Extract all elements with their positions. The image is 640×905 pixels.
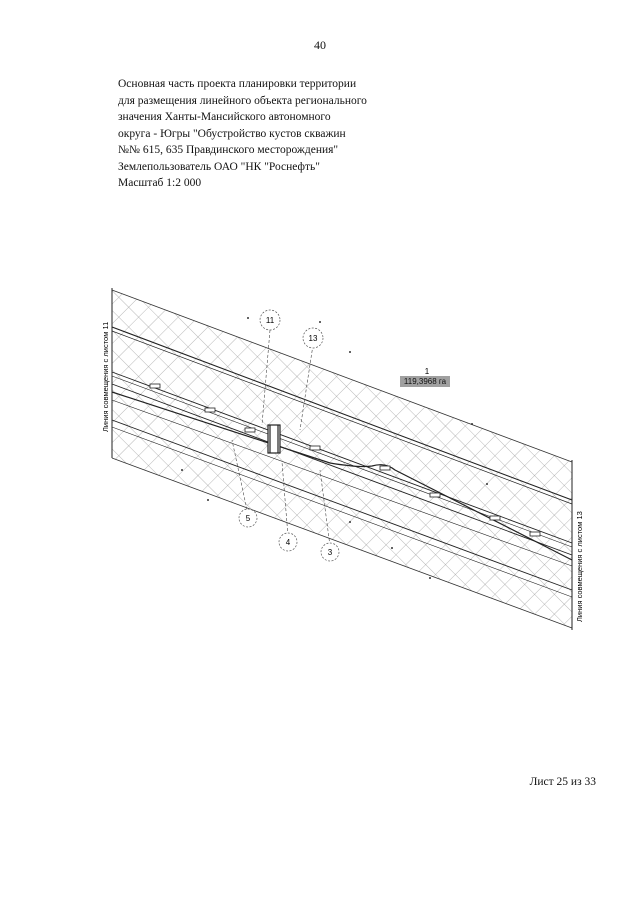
- area-id: 1: [424, 367, 430, 376]
- hatched-allotment-band: [112, 290, 572, 628]
- title-line-7-scale: Масштаб 1:2 000: [118, 177, 202, 189]
- callout-3: [321, 543, 339, 561]
- callout-11-label: 11: [265, 316, 275, 325]
- area-label: [400, 367, 450, 387]
- callout-13: [303, 328, 323, 348]
- title-line-4: округа - Югры "Обустройство кустов скважин: [118, 127, 346, 140]
- callout-5: [239, 509, 257, 527]
- area-value: 119,3968 га: [403, 377, 447, 386]
- right-match-label: Линия совмещения с листом 13: [575, 511, 584, 622]
- callout-3-label: 3: [327, 548, 333, 557]
- sheet-number: Лист 25 из 33: [529, 776, 596, 788]
- callout-13-label: 13: [308, 334, 318, 343]
- title-line-2: для размещения линейного объекта регионального: [118, 94, 367, 107]
- title-line-3: значения Ханты-Мансийского автономного: [118, 111, 331, 123]
- callout-4-label: 4: [285, 538, 291, 547]
- left-match-label: Линия совмещения с листом 11: [101, 321, 110, 432]
- title-line-6: Землепользователь ОАО "НК "Роснефть": [118, 160, 320, 173]
- crossing-structure: [268, 425, 280, 453]
- callout-11: [260, 310, 280, 330]
- callout-4: [279, 533, 297, 551]
- callout-5-label: 5: [245, 514, 251, 523]
- title-line-1: Основная часть проекта планировки территории: [118, 78, 357, 90]
- title-line-5: №№ 615, 635 Правдинского месторождения": [118, 144, 339, 156]
- page-number: 40: [314, 38, 326, 52]
